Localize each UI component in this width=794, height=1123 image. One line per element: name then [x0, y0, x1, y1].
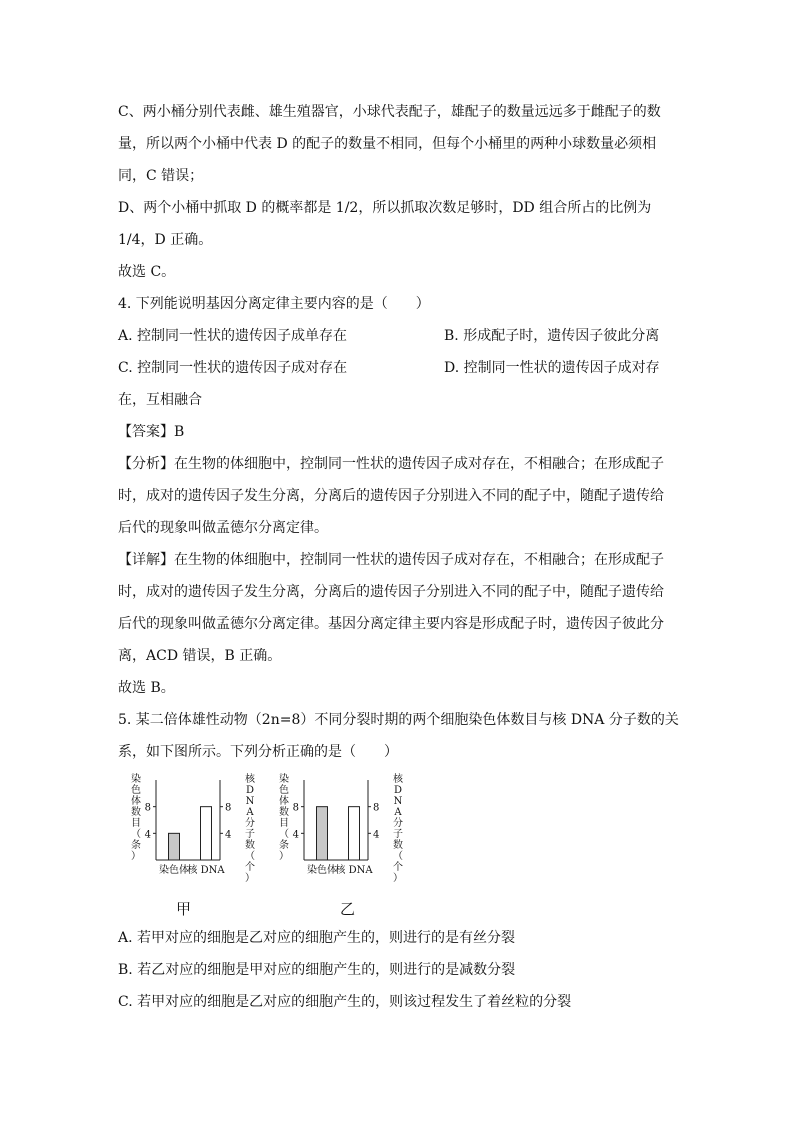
- x-tick-label: 染色体: [159, 865, 189, 876]
- option-b: B. 若乙对应的细胞是甲对应的细胞产生的，则进行的是减数分裂: [118, 962, 516, 978]
- question-5-stem: 系，如下图所示。下列分析正确的是（ ）: [118, 744, 398, 760]
- conclusion-line: 故选 B。: [118, 680, 175, 696]
- y-tick-label-left: 8: [292, 802, 299, 814]
- option-a: A. 控制同一性状的遗传因子成单存在: [118, 328, 348, 344]
- y-tick-label-right: 8: [373, 802, 380, 814]
- bar: [169, 833, 180, 860]
- y-axis-title-right: 核 D N A 分子数（个）: [245, 774, 255, 884]
- bar: [349, 807, 360, 860]
- analysis-line: 时，成对的遗传因子发生分离，分离后的遗传因子分别进入不同的配子中，随配子遗传给: [118, 488, 664, 504]
- text-line: 同，C 错误；: [118, 168, 204, 184]
- figure: [118, 772, 678, 922]
- answer-line: 【答案】B: [118, 424, 185, 440]
- y-axis-title-right: 核 D N A 分子数（个）: [393, 774, 403, 884]
- text-line: 1/4，D 正确。: [118, 232, 213, 248]
- option-d-continued: 在，互相融合: [118, 392, 202, 408]
- options-row: [118, 320, 678, 352]
- options-row: [118, 352, 678, 384]
- bar: [201, 807, 212, 860]
- detail-line: 后代的现象叫做孟德尔分离定律。基因分离定律主要内容是形成配子时，遗传因子彼此分: [118, 616, 664, 632]
- question-4-stem: 4. 下列能说明基因分离定律主要内容的是（ ）: [118, 296, 430, 312]
- text-line: D、两个小桶中抓取 D 的概率都是 1/2，所以抓取次数足够时，DD 组合所占的比例为: [118, 200, 652, 216]
- text-line: 故选 C。: [118, 264, 176, 280]
- document-page: [118, 96, 678, 1018]
- option-c: C. 控制同一性状的遗传因子成对存在: [118, 360, 348, 376]
- option-a: A. 若甲对应的细胞是乙对应的细胞产生的，则进行的是有丝分裂: [118, 930, 516, 946]
- y-tick-label-right: 4: [225, 829, 232, 841]
- y-tick-label-left: 4: [144, 829, 151, 841]
- bar-chart-jia: [128, 772, 258, 894]
- y-axis-title-left: 染色体数目（条）: [279, 774, 289, 862]
- bar-chart-yi: [276, 772, 406, 894]
- y-tick-label-right: 4: [373, 829, 380, 841]
- y-axis-title-left: 染色体数目（条）: [131, 774, 141, 862]
- chart-caption-jia: 甲: [176, 900, 192, 918]
- analysis-line: 后代的现象叫做孟德尔分离定律。: [118, 520, 328, 536]
- y-tick-label-left: 8: [144, 802, 151, 814]
- chart-caption-yi: 乙: [340, 900, 356, 918]
- detail-line: 时，成对的遗传因子发生分离，分离后的遗传因子分别进入不同的配子中，随配子遗传给: [118, 584, 664, 600]
- detail-line: 离，ACD 错误，B 正确。: [118, 648, 282, 664]
- bar: [317, 807, 328, 860]
- question-5-stem: 5. 某二倍体雄性动物（2n=8）不同分裂时期的两个细胞染色体数目与核 DNA 分子数的关: [118, 712, 679, 728]
- x-tick-label: 核 DNA: [187, 865, 225, 876]
- y-tick-label-left: 4: [292, 829, 299, 841]
- option-d: D. 控制同一性状的遗传因子成对存: [444, 360, 660, 376]
- analysis-line: 【分析】在生物的体细胞中，控制同一性状的遗传因子成对存在，不相融合；在形成配子: [118, 456, 664, 472]
- option-b: B. 形成配子时，遗传因子彼此分离: [444, 328, 660, 344]
- text-line: C、两小桶分别代表雌、雄生殖器官，小球代表配子，雄配子的数量远远多于雌配子的数: [118, 104, 661, 120]
- option-c: C. 若甲对应的细胞是乙对应的细胞产生的，则该过程发生了着丝粒的分裂: [118, 994, 572, 1010]
- x-tick-label: 核 DNA: [335, 865, 373, 876]
- text-line: 量，所以两个小桶中代表 D 的配子的数量不相同，但每个小桶里的两种小球数量必须相: [118, 136, 657, 152]
- x-tick-label: 染色体: [307, 865, 337, 876]
- detail-line: 【详解】在生物的体细胞中，控制同一性状的遗传因子成对存在，不相融合；在形成配子: [118, 552, 664, 568]
- y-tick-label-right: 8: [225, 802, 232, 814]
